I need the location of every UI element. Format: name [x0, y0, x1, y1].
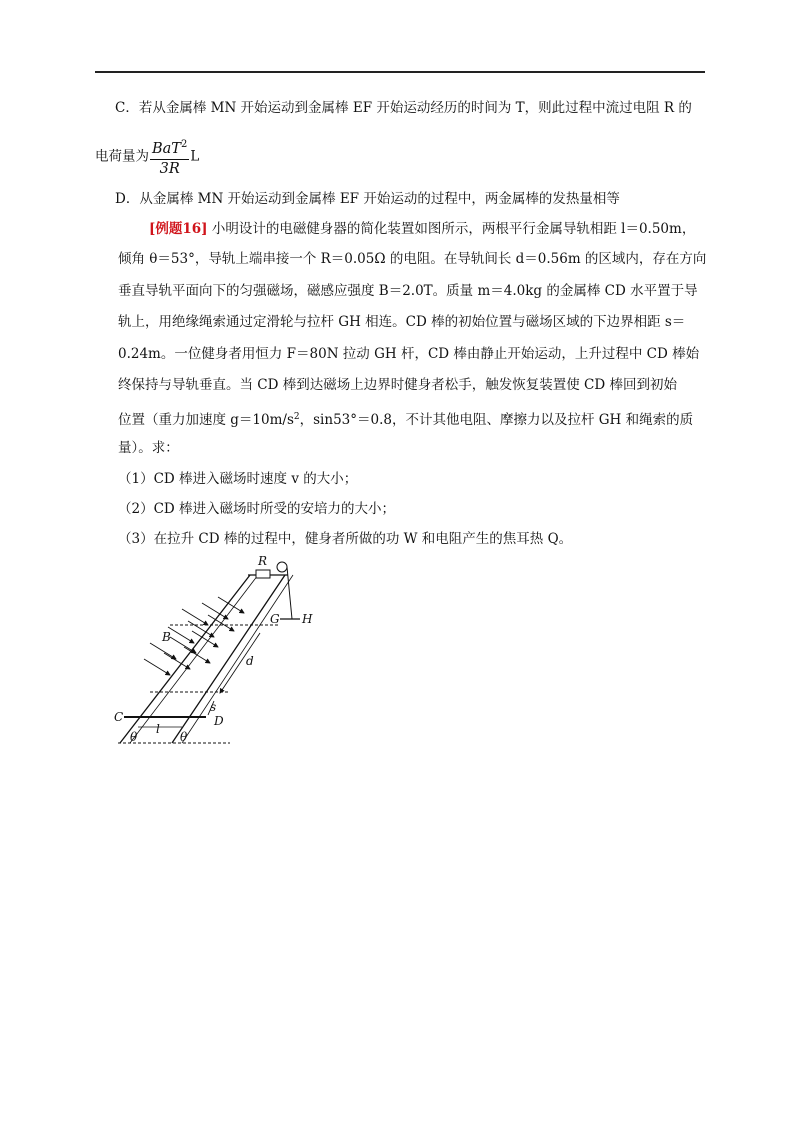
resistor	[256, 570, 270, 578]
label-D: D	[214, 714, 224, 728]
example-tag: [例题16]	[149, 221, 208, 237]
label-l: l	[156, 722, 160, 736]
apparatus-figure	[110, 555, 330, 755]
fraction-exponent: 2	[180, 139, 188, 150]
label-B: B	[162, 630, 171, 644]
label-G: G	[270, 612, 280, 626]
option-d: D．从金属棒 MN 开始运动到金属棒 EF 开始运动的过程中，两金属棒的发热量相等	[115, 191, 620, 207]
option-c-suffix: L	[190, 148, 200, 165]
header-rule	[95, 71, 705, 73]
apparatus-diagram	[110, 555, 330, 755]
label-C: C	[114, 710, 124, 724]
example-line6: 终保持与导轨垂直。当 CD 棒到达磁场上边界时健身者松手，触发恢复装置使 CD 棒回到初始	[118, 377, 677, 393]
example-line3: 垂直导轨平面向下的匀强磁场，磁感应强度 B＝2.0T。质量 m＝4.0kg 的金属棒 CD 水平置于导	[118, 283, 698, 299]
label-s: s	[210, 700, 217, 714]
label-d: d	[246, 654, 254, 668]
rope	[287, 567, 292, 619]
example-line8: 量）。求：	[118, 440, 179, 456]
fraction-denominator: 3R	[159, 161, 180, 177]
question-2: （2）CD 棒进入磁场时所受的安培力的大小；	[118, 501, 396, 517]
question-1: （1）CD 棒进入磁场时速度 v 的大小；	[118, 471, 358, 487]
question-3: （3）在拉升 CD 棒的过程中，健身者所做的功 W 和电阻产生的焦耳热 Q。	[118, 531, 573, 547]
label-theta-left: θ	[130, 730, 138, 744]
pulley	[277, 562, 287, 572]
label-theta-right: θ	[180, 730, 188, 744]
field-arrows	[144, 597, 244, 675]
label-R: R	[258, 555, 268, 568]
fraction-numerator: BaT	[152, 141, 181, 157]
example-line5: 0.24m。一位健身者用恒力 F＝80N 拉动 GH 杆，CD 棒由静止开始运动，上升过程中 CD 棒始	[118, 346, 700, 362]
option-c-prefix: 电荷量为	[95, 148, 149, 165]
label-H: H	[302, 612, 313, 626]
charge-fraction	[150, 136, 189, 178]
example-line7: 位置（重力加速度 $g=10m/s^2$，sin53°＝0.8，不计其他电阻、摩擦力以及拉杆 GH 和绳索的质	[118, 412, 694, 428]
option-c-line2	[95, 136, 199, 176]
example-line4: 轨上，用绝缘绳索通过定滑轮与拉杆 GH 相连。CD 棒的初始位置与磁场区域的下边界相距 s＝	[118, 314, 686, 330]
example-line2: 倾角 θ＝53°，导轨上端串接一个 R＝0.05Ω 的电阻。在导轨间长 d＝0.56m 的区域内，存在方向	[118, 251, 707, 267]
option-c-line1: C．若从金属棒 MN 开始运动到金属棒 EF 开始运动经历的时间为 T，则此过程中流过电阻 R 的	[115, 100, 692, 116]
example-line1: [例题16] 小明设计的电磁健身器的简化装置如图所示，两根平行金属导轨相距 l＝0.50m，	[149, 221, 696, 237]
